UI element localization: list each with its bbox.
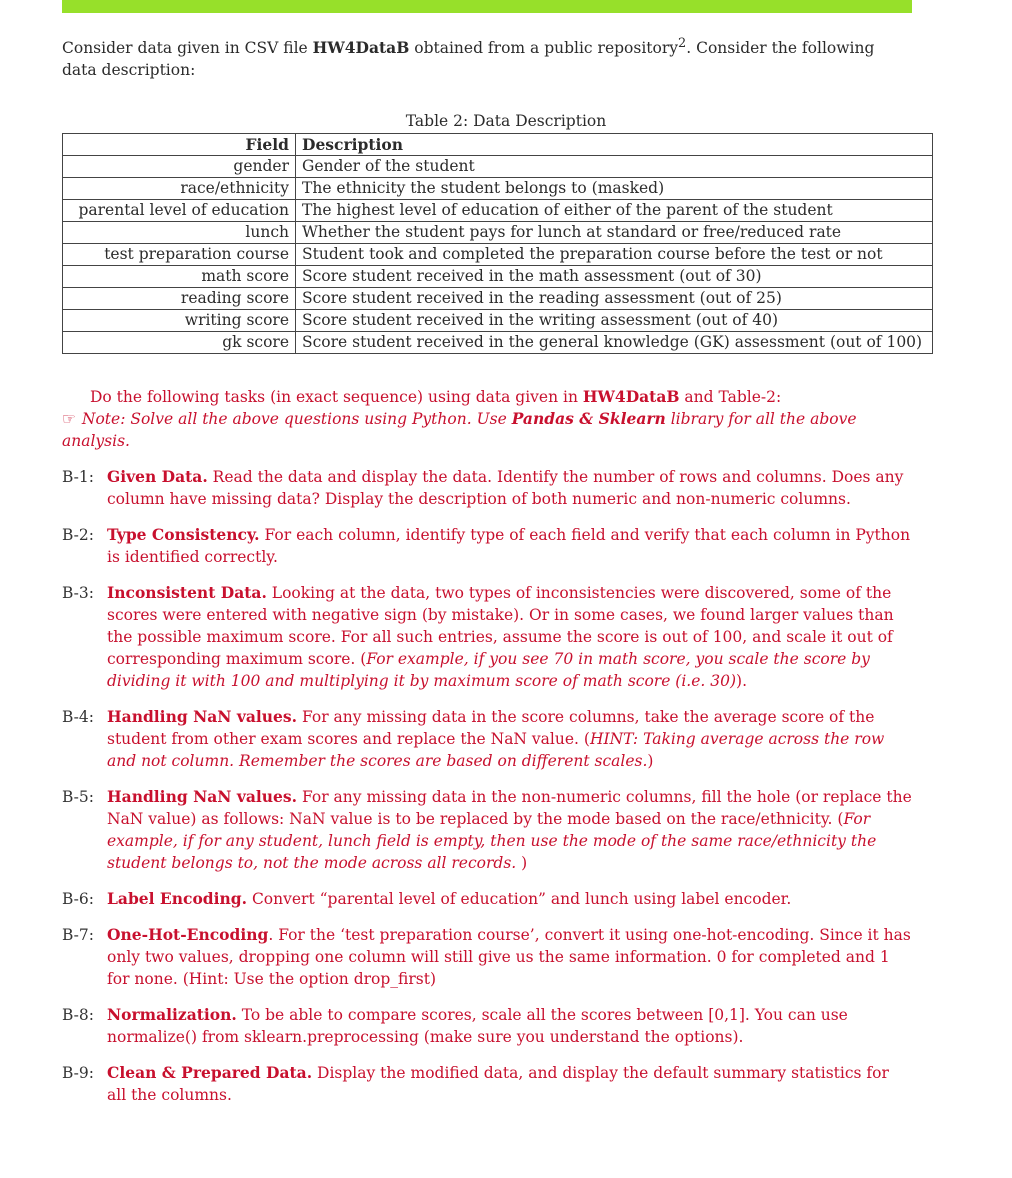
- task-body: [107, 524, 912, 568]
- field-cell: gender: [63, 156, 296, 178]
- field-cell: race/ethnicity: [63, 178, 296, 200]
- task-title: Label Encoding.: [107, 889, 248, 908]
- task-list: [62, 466, 912, 1120]
- task-text: Looking at the data, two types of inconsistencies were discovered, some of the scores were entered with negative sign (by mistake). Or in some cases, we found larger values than the possible maximum score. For all such entries, assume the score is out of 100, and scale it out of corresponding maximum score. (: [107, 584, 894, 668]
- task-tail: ).: [736, 672, 748, 690]
- task-text: Read the data and display the data. Identify the number of rows and columns. Does any column have missing data? Display the description of both numeric and non-numeric columns.: [107, 468, 904, 508]
- note-text: Note: Solve all the above questions using Python. Use: [81, 410, 512, 428]
- task-item: [62, 466, 912, 510]
- description-cell: Whether the student pays for lunch at standard or free/reduced rate: [296, 222, 933, 244]
- task-body: [107, 786, 912, 874]
- table-header-row: [63, 134, 933, 156]
- task-item: [62, 706, 912, 772]
- task-body: [107, 706, 912, 772]
- field-cell: parental level of education: [63, 200, 296, 222]
- tasks-intro: [62, 386, 912, 452]
- task-title: Given Data.: [107, 467, 208, 486]
- task-item: [62, 524, 912, 568]
- table-row: [63, 332, 933, 354]
- header-field: Field: [63, 134, 296, 156]
- task-number: B-1:: [62, 468, 94, 486]
- field-cell: writing score: [63, 310, 296, 332]
- intro-file-name: HW4DataB: [312, 38, 410, 58]
- intro-text-2: obtained from a public repository: [409, 39, 679, 58]
- table-row: [63, 222, 933, 244]
- tasks-lead-text-2: and Table-2:: [679, 388, 782, 406]
- note-text-2: library for all the above analysis.: [62, 410, 857, 450]
- task-example: For example, if for any student, lunch field is empty, then use the mode of the same race/ethnicity the student belongs to, not the mode across all records.: [107, 810, 877, 872]
- task-title: Clean & Prepared Data.: [107, 1063, 313, 1082]
- task-number: B-2:: [62, 526, 94, 544]
- field-cell: gk score: [63, 332, 296, 354]
- task-number: B-4:: [62, 708, 94, 726]
- pointing-hand-icon: ☞: [62, 410, 76, 428]
- task-text: Display the modified data, and display the default summary statistics for all the columns.: [107, 1064, 889, 1104]
- task-item: [62, 582, 912, 692]
- table-row: [63, 200, 933, 222]
- task-tail: ): [647, 752, 654, 770]
- table-row: [63, 156, 933, 178]
- task-text: For any missing data in the non-numeric columns, fill the hole (or replace the NaN value) as follows: NaN value is to be replaced by the mode based on the race/ethnicity. (: [107, 788, 912, 828]
- task-item: [62, 1062, 912, 1106]
- task-body: [107, 1062, 912, 1106]
- task-item: [62, 786, 912, 874]
- intro-paragraph: [62, 33, 912, 81]
- task-title: Type Consistency.: [107, 525, 260, 544]
- field-cell: test preparation course: [63, 244, 296, 266]
- task-title: Handling NaN values.: [107, 707, 298, 726]
- task-item: [62, 924, 912, 990]
- table-row: [63, 178, 933, 200]
- intro-text-3: . Consider the following data description:: [62, 39, 875, 80]
- tasks-lead-text: Do the following tasks (in exact sequence) using data given in: [90, 388, 583, 406]
- task-item: [62, 888, 912, 910]
- task-body: [107, 582, 912, 692]
- note-libraries: Pandas & Sklearn: [511, 409, 666, 428]
- table-row: [63, 244, 933, 266]
- task-text: Convert “parental level of education” and lunch using label encoder.: [247, 890, 792, 908]
- tasks-lead: [62, 386, 912, 408]
- header-bar: [62, 0, 912, 13]
- footnote-marker: 2: [678, 36, 687, 51]
- task-body: [107, 924, 912, 990]
- task-title: Inconsistent Data.: [107, 583, 267, 602]
- description-cell: The ethnicity the student belongs to (masked): [296, 178, 933, 200]
- data-description-table: [62, 133, 933, 354]
- task-number: B-3:: [62, 584, 94, 602]
- description-cell: The highest level of education of either of the parent of the student: [296, 200, 933, 222]
- table-row: [63, 288, 933, 310]
- note: [62, 408, 912, 452]
- task-body: [107, 888, 912, 910]
- task-example: For example, if you see 70 in math score, you scale the score by dividing it with 100 and multiplying it by maximum score of math score (i.e. 30): [107, 650, 870, 690]
- description-cell: Student took and completed the preparation course before the test or not: [296, 244, 933, 266]
- table-caption: Table 2: Data Description: [405, 112, 607, 130]
- description-cell: Score student received in the math assessment (out of 30): [296, 266, 933, 288]
- description-cell: Score student received in the reading assessment (out of 25): [296, 288, 933, 310]
- task-title: One-Hot-Encoding: [107, 925, 269, 944]
- task-item: [62, 1004, 912, 1048]
- task-body: [107, 1004, 912, 1048]
- description-cell: Score student received in the general knowledge (GK) assessment (out of 100): [296, 332, 933, 354]
- task-title: Handling NaN values.: [107, 787, 298, 806]
- intro-text: Consider data given in CSV file: [62, 39, 313, 58]
- field-cell: math score: [63, 266, 296, 288]
- description-cell: Gender of the student: [296, 156, 933, 178]
- task-text: To be able to compare scores, scale all the scores between [0,1]. You can use normalize() from sklearn.preprocessing (make sure you understand the options).: [107, 1006, 848, 1046]
- task-text: For any missing data in the score columns, take the average score of the student from other exam scores and replace the NaN value. (: [107, 708, 875, 748]
- table-row: [63, 310, 933, 332]
- tasks-file-name: HW4DataB: [582, 387, 680, 406]
- task-text: . For the ‘test preparation course’, convert it using one-hot-encoding. Since it has only two values, dropping one column will still give us the same information. 0 for completed and 1 for none. (Hint: Use the option drop_first): [107, 926, 911, 988]
- task-number: B-6:: [62, 890, 94, 908]
- table-row: [63, 266, 933, 288]
- task-number: B-7:: [62, 926, 94, 944]
- task-tail: ): [516, 854, 528, 872]
- field-cell: lunch: [63, 222, 296, 244]
- task-title: Normalization.: [107, 1005, 237, 1024]
- task-body: [107, 466, 912, 510]
- header-description: Description: [296, 134, 933, 156]
- field-cell: reading score: [63, 288, 296, 310]
- task-number: B-5:: [62, 788, 94, 806]
- task-hint: HINT: Taking average across the row and not column. Remember the scores are based on different scales.: [107, 730, 885, 770]
- task-text: For each column, identify type of each field and verify that each column in Python is identified correctly.: [107, 526, 911, 566]
- task-number: B-8:: [62, 1006, 94, 1024]
- task-number: B-9:: [62, 1064, 94, 1082]
- description-cell: Score student received in the writing assessment (out of 40): [296, 310, 933, 332]
